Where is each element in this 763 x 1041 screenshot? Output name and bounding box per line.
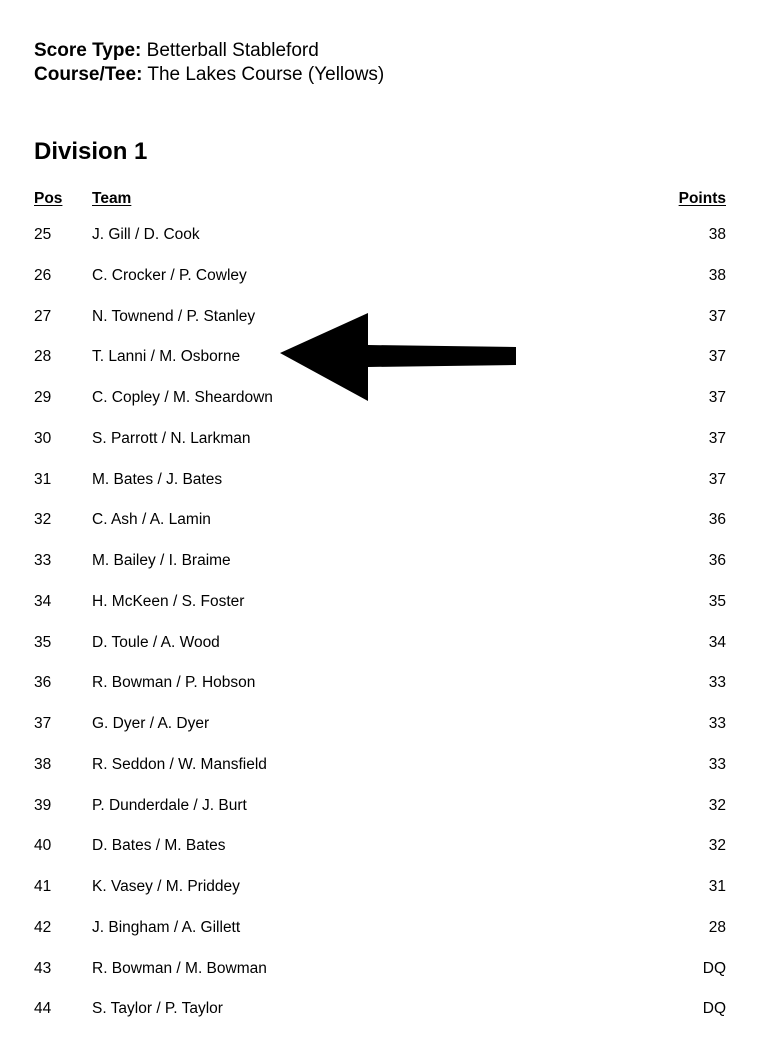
position-cell: 33 <box>34 552 52 569</box>
competition-details <box>34 39 384 87</box>
points-cell: 37 <box>708 348 726 366</box>
team-cell: R. Seddon / W. Mansfield <box>92 755 267 773</box>
position-cell: 31 <box>34 470 52 488</box>
table-row <box>34 591 726 632</box>
points-cell: 33 <box>708 755 726 773</box>
table-row <box>34 713 726 754</box>
team-cell: R. Bowman / M. Bowman <box>92 959 267 977</box>
team-cell: D. Bates / M. Bates <box>92 837 226 855</box>
team-cell: R. Bowman / P. Hobson <box>92 674 256 692</box>
course-tee-value: The Lakes Course (Yellows) <box>147 64 385 85</box>
table-row <box>34 632 726 673</box>
table-row <box>34 509 726 550</box>
team-cell: D. Toule / A. Wood <box>92 633 220 651</box>
team-cell: T. Lanni / M. Osborne <box>92 348 241 366</box>
points-cell: 36 <box>708 511 726 529</box>
position-cell: 44 <box>34 1000 52 1018</box>
course-tee-row <box>34 63 384 87</box>
position-cell: 29 <box>34 389 52 406</box>
position-cell: 37 <box>34 715 52 732</box>
points-cell: 34 <box>708 633 726 651</box>
position-cell: 28 <box>34 348 52 366</box>
table-row <box>34 958 726 999</box>
team-cell: J. Gill / D. Cook <box>92 226 200 243</box>
points-cell: 33 <box>708 715 726 732</box>
points-cell: 38 <box>708 266 726 284</box>
score-type-row <box>34 39 384 63</box>
team-cell: S. Parrott / N. Larkman <box>92 429 251 447</box>
points-cell: 37 <box>708 307 726 325</box>
position-cell: 36 <box>34 674 52 692</box>
position-cell: 27 <box>34 307 52 325</box>
table-row <box>34 672 726 713</box>
team-cell: J. Bingham / A. Gillett <box>92 918 241 936</box>
position-cell: 41 <box>34 878 52 895</box>
points-cell: 31 <box>708 878 726 895</box>
team-cell: N. Townend / P. Stanley <box>92 307 256 325</box>
team-cell: C. Ash / A. Lamin <box>92 511 211 529</box>
team-cell: M. Bailey / I. Braime <box>92 552 231 569</box>
team-cell: G. Dyer / A. Dyer <box>92 715 210 732</box>
points-cell: 36 <box>708 552 726 569</box>
team-cell: C. Copley / M. Sheardown <box>92 389 273 406</box>
score-type-label: Score Type: <box>34 40 142 61</box>
score-type-value: Betterball Stableford <box>146 40 319 61</box>
table-row <box>34 876 726 917</box>
results-table <box>34 186 726 1018</box>
points-cell: DQ <box>702 1000 726 1018</box>
left-arrow-icon <box>280 313 520 403</box>
points-cell: 38 <box>708 226 726 243</box>
table-row <box>34 754 726 795</box>
table-row <box>34 998 726 1039</box>
points-cell: 33 <box>708 674 726 692</box>
pos-header: Pos <box>34 190 63 207</box>
points-cell: 37 <box>708 470 726 488</box>
position-cell: 25 <box>34 226 52 243</box>
points-header: Points <box>678 190 726 207</box>
position-cell: 34 <box>34 592 52 610</box>
table-row <box>34 469 726 510</box>
points-cell: 32 <box>708 796 726 814</box>
table-row <box>34 428 726 469</box>
position-cell: 32 <box>34 511 52 529</box>
team-header: Team <box>92 190 132 207</box>
position-cell: 35 <box>34 633 52 651</box>
table-header <box>34 186 726 212</box>
division-title: Division 1 <box>34 138 148 165</box>
points-cell: DQ <box>702 959 726 977</box>
table-row <box>34 917 726 958</box>
team-cell: H. McKeen / S. Foster <box>92 592 245 610</box>
table-row <box>34 265 726 306</box>
position-cell: 42 <box>34 918 52 936</box>
points-cell: 37 <box>708 429 726 447</box>
position-cell: 43 <box>34 959 52 977</box>
position-cell: 38 <box>34 755 52 773</box>
team-cell: P. Dunderdale / J. Burt <box>92 796 247 814</box>
points-cell: 28 <box>708 918 726 936</box>
team-cell: S. Taylor / P. Taylor <box>92 1000 223 1018</box>
position-cell: 40 <box>34 837 52 855</box>
position-cell: 26 <box>34 266 52 284</box>
table-row <box>34 550 726 591</box>
team-cell: M. Bates / J. Bates <box>92 470 223 488</box>
points-cell: 35 <box>708 592 726 610</box>
team-cell: C. Crocker / P. Cowley <box>92 266 247 284</box>
position-cell: 30 <box>34 429 52 447</box>
table-row <box>34 795 726 836</box>
table-row <box>34 224 726 265</box>
points-cell: 32 <box>708 837 726 855</box>
position-cell: 39 <box>34 796 52 814</box>
points-cell: 37 <box>708 389 726 406</box>
team-cell: K. Vasey / M. Priddey <box>92 878 240 895</box>
table-row <box>34 835 726 876</box>
course-tee-label: Course/Tee: <box>34 64 143 85</box>
